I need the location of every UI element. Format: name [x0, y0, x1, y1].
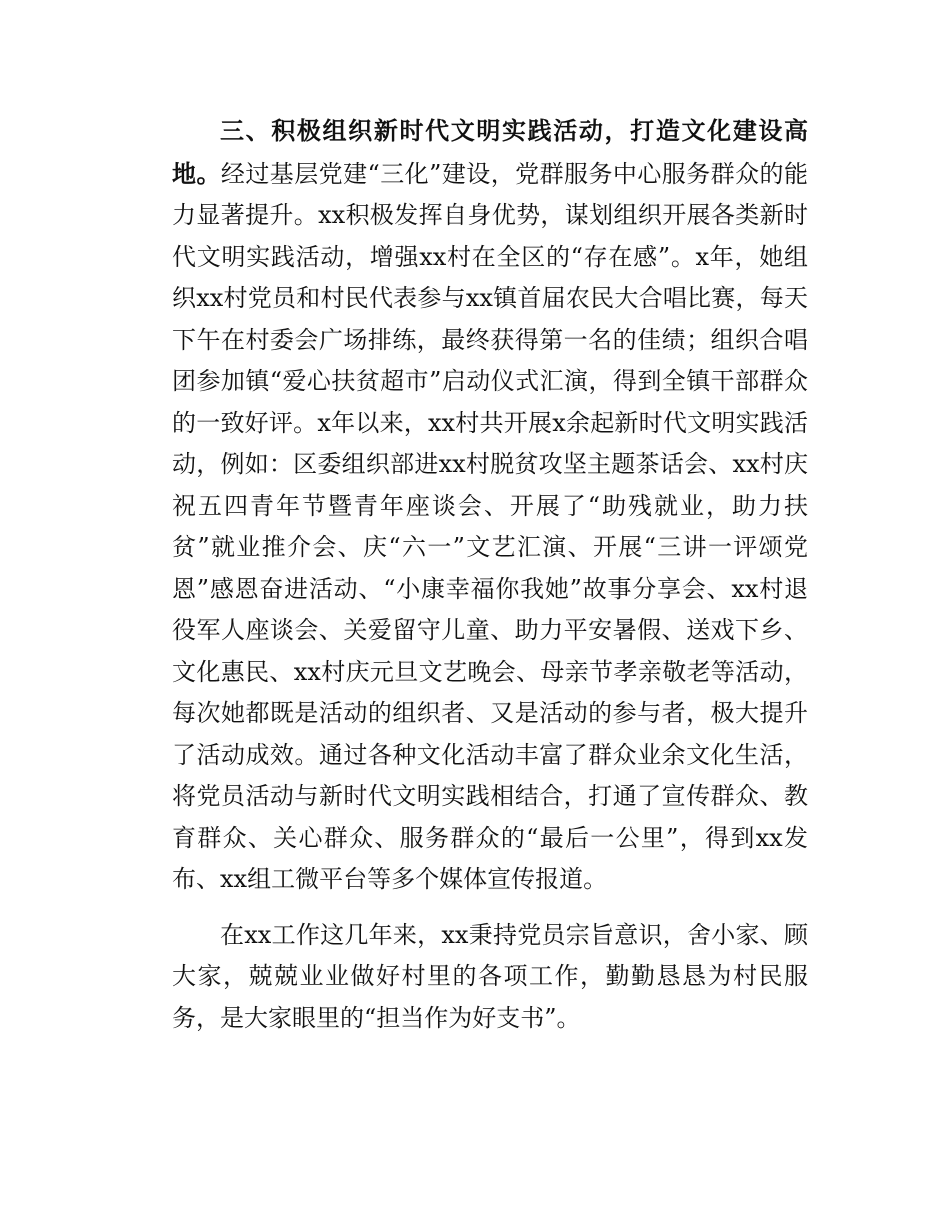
paragraph-summary: [172, 915, 808, 1040]
section-heading: 三、积极组织新时代文明实践活动，打造文化建设高地。: [172, 116, 808, 188]
paragraph-text: 经过基层党建“三化”建设，党群服务中心服务群众的能力显著提升。xx积极发挥自身优势，谋划组织开展各类新时代文明实践活动，增强xx村在全区的“存在感”。x年，她组织xx村党员和村民代表参与xx镇首届农民大合唱比赛，每天下午在村委会广场排练，最终获得第一名的佳绩；组织合唱团参加镇“爱心扶贫超市”启动仪式汇演，得到全镇干部群众的一致好评。x年以来，xx村共开展x余起新时代文明实践活动，例如：区委组织部进xx村脱贫攻坚主题茶话会、xx村庆祝五四青年节暨青年座谈会、开展了“助残就业，助力扶贫”就业推介会、庆“六一”文艺汇演、开展“三讲一评颂党恩”感恩奋进活动、“小康幸福你我她”故事分享会、xx村退役军人座谈会、关爱留守儿童、助力平安暑假、送戏下乡、文化惠民、xx村庆元旦文艺晚会、母亲节孝亲敬老等活动，每次她都既是活动的组织者、又是活动的参与者，极大提升了活动成效。通过各种文化活动丰富了群众业余文化生活，将党员活动与新时代文明实践相结合，打通了宣传群众、教育群众、关心群众、服务群众的“最后一公里”，得到xx发布、xx组工微平台等多个媒体宣传报道。: [172, 159, 809, 893]
document-body: [172, 110, 808, 1039]
paragraph-activities: [172, 110, 808, 901]
paragraph-text: 在xx工作这几年来，xx秉持党员宗旨意识，舍小家、顾大家，兢兢业业做好村里的各项工作，勤勤恳恳为村民服务，是大家眼里的“担当作为好支书”。: [172, 920, 808, 1032]
